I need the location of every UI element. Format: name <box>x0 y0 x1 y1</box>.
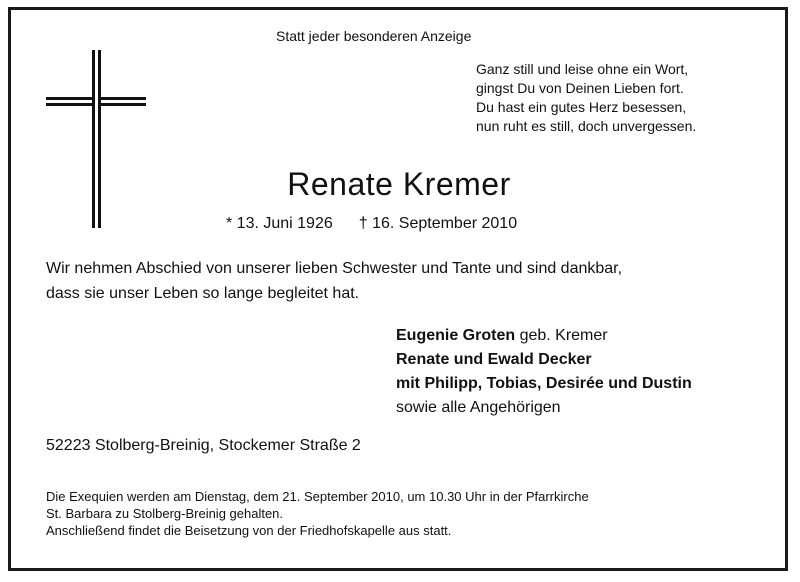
death-date: † 16. September 2010 <box>358 215 518 232</box>
life-dates <box>226 215 517 233</box>
signatory-name: Eugenie Groten <box>396 327 516 344</box>
poem-line: nun ruht es still, doch unvergessen. <box>476 118 697 134</box>
deceased-name-container <box>0 166 800 203</box>
signatory-line: sowie alle Angehörigen <box>396 399 561 416</box>
farewell-text <box>46 256 622 306</box>
birth-date: * 13. Juni 1926 <box>226 215 333 232</box>
signatories <box>396 324 692 420</box>
farewell-line: dass sie unser Leben so lange begleitet hat. <box>46 285 360 302</box>
signatory-line <box>396 348 692 372</box>
signatory-name: Renate und Ewald Decker <box>396 351 592 368</box>
deceased-name: Renate Kremer <box>287 166 511 202</box>
header-text: Statt jeder besonderen Anzeige <box>276 28 472 44</box>
notice-line: Anschließend findet die Beisetzung von der Friedhofskapelle aus statt. <box>46 523 452 538</box>
signatory-name: mit Philipp, Tobias, Desirée und Dustin <box>396 375 692 392</box>
signatory-suffix: geb. Kremer <box>515 327 608 344</box>
address: 52223 Stolberg-Breinig, Stockemer Straße 2 <box>46 437 361 454</box>
poem <box>476 60 696 136</box>
notice-line: Die Exequien werden am Dienstag, dem 21. September 2010, um 10.30 Uhr in der Pfarrkirche <box>46 489 589 504</box>
notice-line: St. Barbara zu Stolberg-Breinig gehalten. <box>46 506 284 521</box>
poem-line: Du hast ein gutes Herz besessen, <box>476 99 687 115</box>
signatory-line <box>396 324 692 348</box>
poem-line: gingst Du von Deinen Lieben fort. <box>476 80 684 96</box>
signatory-line <box>396 372 692 396</box>
farewell-line: Wir nehmen Abschied von unserer lieben Schwester und Tante und sind dankbar, <box>46 260 623 277</box>
funeral-notice <box>46 488 589 539</box>
poem-line: Ganz still und leise ohne ein Wort, <box>476 61 689 77</box>
